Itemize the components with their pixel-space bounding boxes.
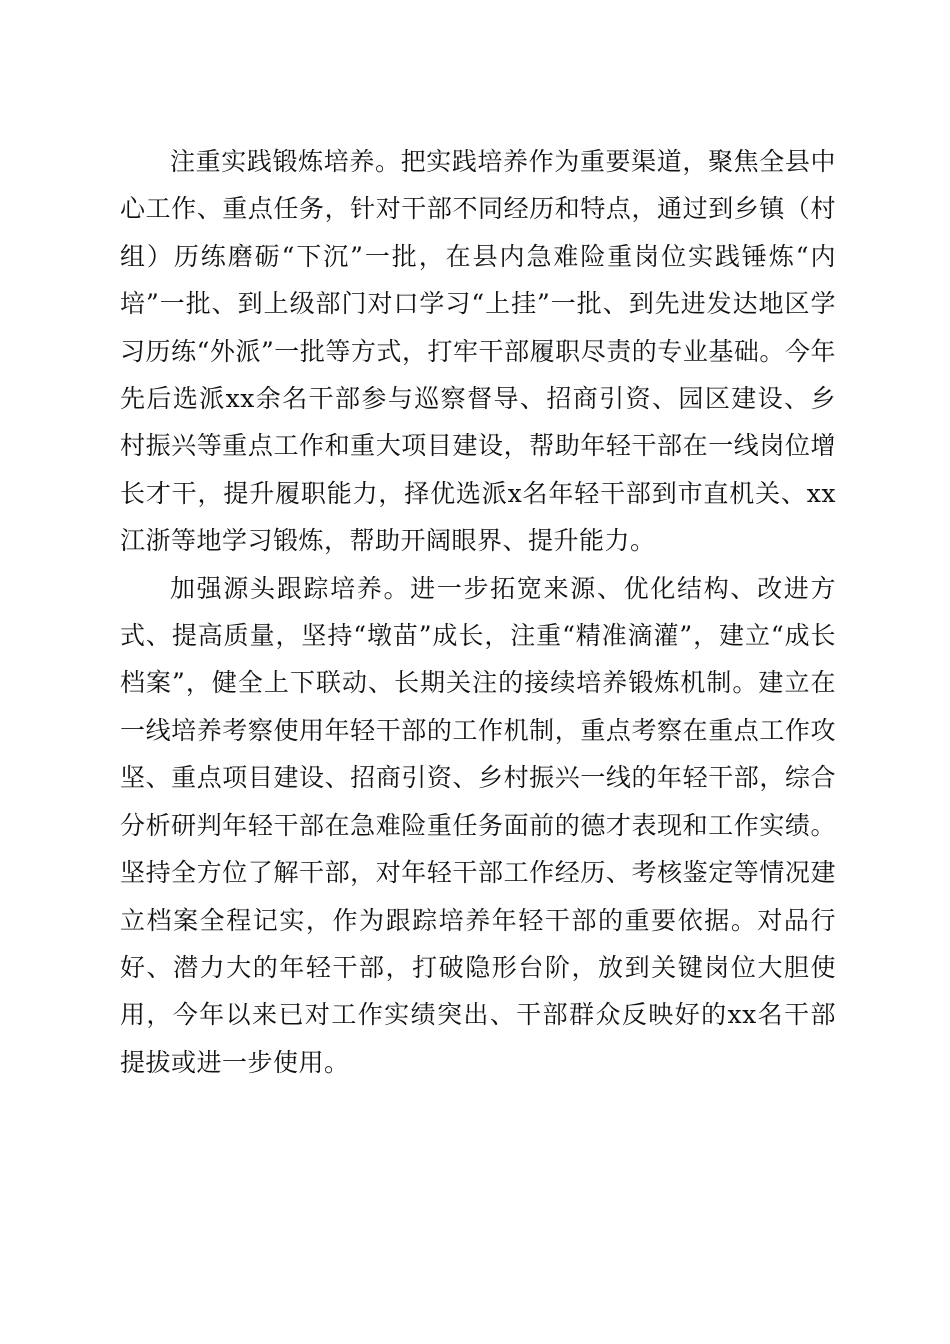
document-body	[120, 138, 836, 1086]
paragraph-source-tracking: 加强源头跟踪培养。进一步拓宽来源、优化结构、改进方式、提高质量，坚持“墩苗”成长，注重“精准滴灌”，建立“成长档案”，健全上下联动、长期关注的接续培养锻炼机制。建立在一线培养考察使用年轻干部的工作机制，重点考察在重点工作攻坚、重点项目建设、招商引资、乡村振兴一线的年轻干部，综合分析研判年轻干部在急难险重任务面前的德才表现和工作实绩。坚持全方位了解干部，对年轻干部工作经历、考核鉴定等情况建立档案全程记实，作为跟踪培养年轻干部的重要依据。对品行好、潜力大的年轻干部，打破隐形台阶，放到关键岗位大胆使用，今年以来已对工作实绩突出、干部群众反映好的xx名干部提拔或进一步使用。	[120, 573, 836, 1077]
paragraph-practice-training: 注重实践锻炼培养。把实践培养作为重要渠道，聚焦全县中心工作、重点任务，针对干部不同经历和特点，通过到乡镇（村组）历练磨砺“下沉”一批，在县内急难险重岗位实践锤炼“内培”一批、到上级部门对口学习“上挂”一批、到先进发达地区学习历练“外派”一批等方式，打牢干部履职尽责的专业基础。今年先后选派xx余名干部参与巡察督导、招商引资、园区建设、乡村振兴等重点工作和重大项目建设，帮助年轻干部在一线岗位增长才干，提升履职能力，择优选派x名年轻干部到市直机关、xx江浙等地学习锻炼，帮助开阔眼界、提升能力。	[120, 147, 836, 556]
